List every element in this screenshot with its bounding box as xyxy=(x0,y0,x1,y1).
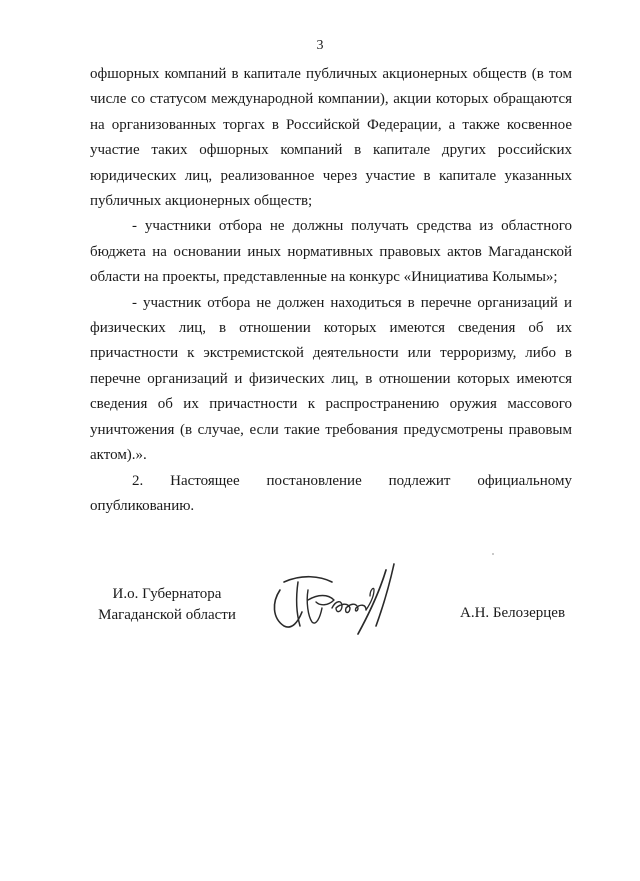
paragraph-offshore-participation: офшорных компаний в капитале публичных акционерных обществ (в том числе со статусом международной компании), акции которых обращаются на организованных торгах в Российской Федерации, а также косвенное участие таких офшорных компаний в капитале других российских юридических лиц, реализованное через участие в капитале указанных публичных акционерных обществ; xyxy=(90,66,572,210)
signature-block xyxy=(0,580,640,660)
handwritten-signature-icon xyxy=(262,560,422,644)
signer-title xyxy=(92,584,242,626)
paragraph-publication: 2. Настоящее постановление подлежит официальному опубликованию. xyxy=(90,472,572,514)
signer-title-line-2: Магаданской области xyxy=(98,607,236,623)
scan-speck xyxy=(492,553,494,555)
paragraph-extremism-list: - участник отбора не должен находиться в перечне организаций и физических лиц, в отношении которых имеются сведения об их причастности к экстремистской деятельности или терроризму, либо в перечне организаций и физических лиц, в отношении которых имеются сведения об их причастности к распространению оружия массового уничтожения (в случае, если такие требования предусмотрены правовым актом).». xyxy=(90,294,572,464)
signer-title-line-1: И.о. Губернатора xyxy=(112,586,222,602)
document-body xyxy=(90,62,572,519)
signer-name: А.Н. Белозерцев xyxy=(460,605,566,621)
paragraph-regional-budget: - участники отбора не должны получать средства из областного бюджета на основании иных нормативных правовых актов Магаданской области на проекты, представленные на конкурс «Инициатива Колымы»; xyxy=(90,218,572,286)
page-number: 3 xyxy=(316,38,324,53)
